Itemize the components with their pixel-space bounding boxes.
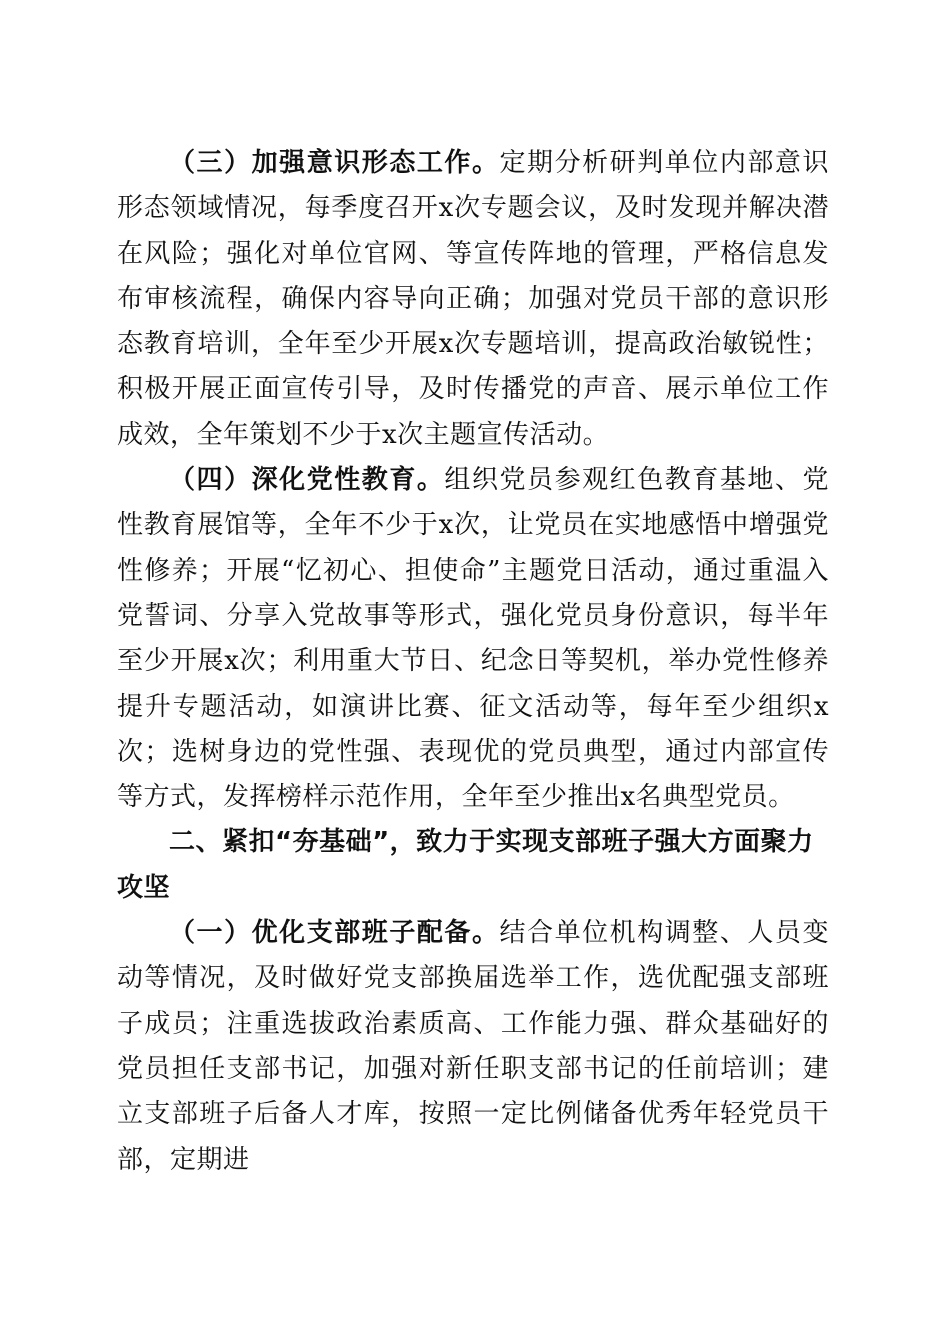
paragraph-body: 结合单位机构调整、人员变动等情况，及时做好党支部换届选举工作，选优配强支部班子成员；注重选拔政治素质高、工作能力强、群众基础好的党员担任支部书记，加强对新任职支部书记的任前培训；建立支部班子后备人才库，按照一定比例储备优秀年轻党员干部，定期进 <box>117 918 829 1175</box>
paragraph-lead: （一）优化支部班子配备。 <box>169 918 500 949</box>
paragraph-lead: （四）深化党性教育。 <box>169 465 445 496</box>
paragraph-ideology-work <box>117 141 829 458</box>
paragraph-body: 定期分析研判单位内部意识形态领域情况，每季度召开x次专题会议，及时发现并解决潜在风险；强化对单位官网、等宣传阵地的管理，严格信息发布审核流程，确保内容导向正确；加强对党员干部的意识形态教育培训，全年至少开展x次专题培训，提高政治敏锐性；积极开展正面宣传引导，及时传播党的声音、展示单位工作成效，全年策划不少于x次主题宣传活动。 <box>117 148 829 450</box>
paragraph-branch-team <box>117 911 829 1183</box>
document-page <box>117 141 829 1183</box>
paragraph-body: 组织党员参观红色教育基地、党性教育展馆等，全年不少于x次，让党员在实地感悟中增强党性修养；开展“忆初心、担使命”主题党日活动，通过重温入党誓词、分享入党故事等形式，强化党员身份意识，每半年至少开展x次；利用重大节日、纪念日等契机，举办党性修养提升专题活动，如演讲比赛、征文活动等，每年至少组织x次；选树身边的党性强、表现优的党员典型，通过内部宣传等方式，发挥榜样示范作用，全年至少推出x名典型党员。 <box>117 465 829 813</box>
paragraph-party-education <box>117 458 829 820</box>
paragraph-lead: （三）加强意识形态工作。 <box>169 148 500 178</box>
section-heading: 二、紧扣“夯基础”，致力于实现支部班子强大方面聚力攻坚 <box>117 827 814 903</box>
